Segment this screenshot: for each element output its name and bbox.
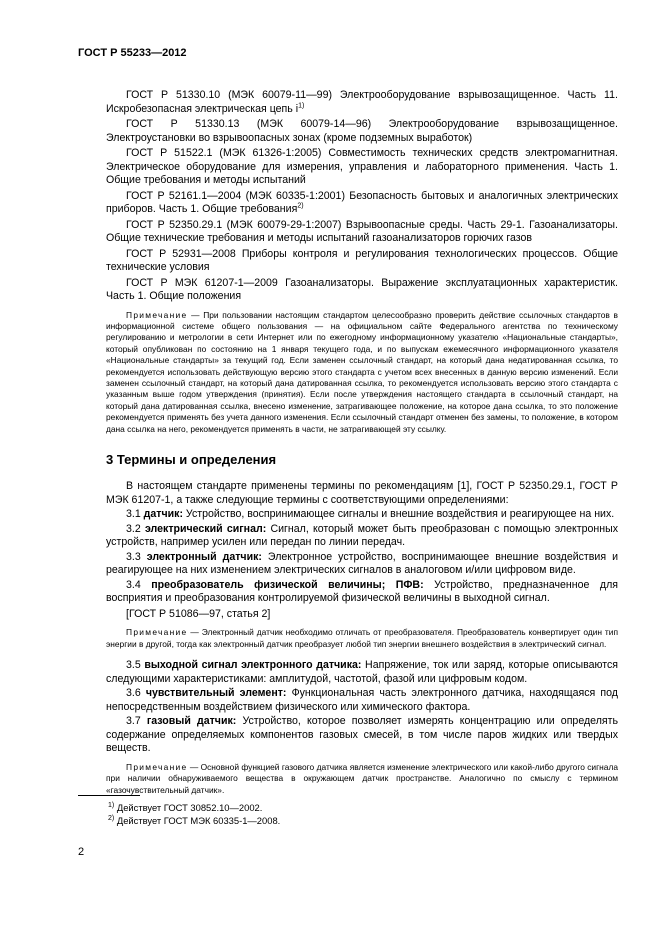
- section-heading: 3 Термины и определения: [106, 451, 277, 467]
- page-number: 2: [78, 846, 85, 858]
- note-references: Примечание — При пользовании настоящим стандартом целесообразно проверить действие ссылочных стандартов в информационной системе общего пользования — на официальном сайте Федерального агентства по техническому регулированию и метрологии в сети Интернет или по ежегодному информационному указателю «Национальные стандарты», который опубликован по состоянию на 1 января текущего года, и по выпускам ежемесячного информационного указателя «Национальные стандарты» за текущий год. Если заменен ссылочный стандарт, на который дана недатированная ссылка, то рекомендуется использовать действующую версию этого стандарта с учетом всех внесенных в данную версию изменений. Если заменен ссылочный стандарт, на который дана датированная ссылка, то рекомендуется использовать версию этого стандарта с указанным выше годом утверждения (принятия). Если после утверждения настоящего стандарта в ссылочный стандарт, на который дана датированная ссылка, внесено изменение, затрагивающее положение, на которое дана ссылка, то это положение рекомендуется применять без учета данного изменения. Если ссылочный стандарт отменен без замены, то положение, в котором дана ссылка на него, рекомендуется применять в части, не затрагивающей эту ссылку.: [106, 309, 618, 434]
- footnote: $^{2)}$ Действует ГОСТ МЭК 60335-1—2008.: [108, 814, 281, 826]
- term-definition: 3.3 электронный датчик: Электронное устройство, воспринимающее внешние воздействия и реагирующее на них изменением электрических сигналов в аналоговом и/или цифровом виде.: [106, 550, 618, 577]
- note-label: Примечание: [126, 761, 188, 772]
- note-gas-sensor: Примечание — Основной функцией газового датчика является изменение электрического или какой-либо другого сигнала при наличии обнаруживаемого вещества в окружающем датчик пространстве. Аналогично по смыслу с термином «газочувствительный датчик».: [106, 761, 618, 795]
- term-source: [ГОСТ Р 51086—97, статья 2]: [126, 607, 271, 620]
- reference-item: ГОСТ Р 52931—2008 Приборы контроля и регулирования технологических процессов. Общие технические условия: [106, 247, 618, 273]
- term-definition: 3.6 чувствительный элемент: Функциональная часть электронного датчика, находящаяся под непосредственным воздействием физического или химического фактора.: [106, 687, 618, 713]
- reference-item: ГОСТ Р МЭК 61207-1—2009 Газоанализаторы. Выражение эксплуатационных характеристик. Часть 1. Общие положения: [106, 276, 618, 302]
- reference-item: ГОСТ Р 51522.1 (МЭК 61326-1:2005) Совместимость технических средств электромагнитная. Электрическое оборудование для измерения, управления и лабораторного применения. Часть 1. Общие требования и методы испытаний: [106, 147, 618, 186]
- reference-item: ГОСТ Р 52350.29.1 (МЭК 60079-29-1:2007) Взрывоопасные среды. Часть 29-1. Газоанализаторы. Общие технические требования и методы испытаний газоанализаторов горючих газов: [106, 218, 618, 244]
- document-body: [106, 89, 618, 796]
- note-transducer: Примечание — Электронный датчик необходимо отличать от преобразователя. Преобразователь конвертирует один тип энергии в другой, тогда как электронный датчик преобразует любой тип энергии внешнего воздействия в электрический сигнал.: [106, 627, 618, 649]
- reference-item: ГОСТ Р 51330.10 (МЭК 60079-11—99) Электрооборудование взрывозащищенное. Часть 11. Искробезопасная электрическая цепь $i^{1)}$: [106, 89, 618, 115]
- section-intro: В настоящем стандарте применены термины по рекомендациям [1], ГОСТ Р 52350.29.1, ГОСТ Р МЭК 61207-1, а также следующие термины с соответствующими определениями:: [106, 480, 618, 506]
- footnote: $^{1)}$ Действует ГОСТ 30852.10—2002.: [108, 801, 263, 813]
- note-label: Примечание: [126, 627, 188, 638]
- footnote-separator: [78, 795, 140, 796]
- term-definition: 3.4 преобразователь физической величины; ПФВ: Устройство, предназначенное для восприятия и преобразования контролируемой физической величины в выходной сигнал.: [106, 578, 618, 605]
- note-label: Примечание: [126, 309, 188, 320]
- reference-item: ГОСТ Р 52161.1—2004 (МЭК 60335-1:2001) Безопасность бытовых и аналогичных электрических приборов. Часть 1. Общие требования$^{2)}$: [106, 189, 618, 215]
- reference-item: ГОСТ Р 51330.13 (МЭК 60079-14—96) Электрооборудование взрывозащищенное. Электроустановки во взрывоопасных зонах (кроме подземных выработок): [106, 118, 618, 144]
- term-definition: 3.7 газовый датчик: Устройство, которое позволяет измерять концентрацию или определять содержание определяемых компонентов газовых смесей, в том числе паров жидких или твердых веществ.: [106, 715, 618, 755]
- term-definition: 3.5 выходной сигнал электронного датчика: Напряжение, ток или заряд, которые описываются следующими характеристиками: амплитудой, частотой, фазой или цифровым кодом.: [106, 659, 618, 685]
- term-definition: 3.1 датчик: Устройство, воспринимающее сигналы и внешние воздействия и реагирующее на них.: [126, 508, 615, 521]
- footnotes: [108, 802, 280, 828]
- document-header: ГОСТ Р 55233—2012: [78, 47, 187, 59]
- term-definition: 3.2 электрический сигнал: Сигнал, который может быть преобразован с помощью электронных устройств, например усилен или передан по линии передач.: [106, 522, 618, 549]
